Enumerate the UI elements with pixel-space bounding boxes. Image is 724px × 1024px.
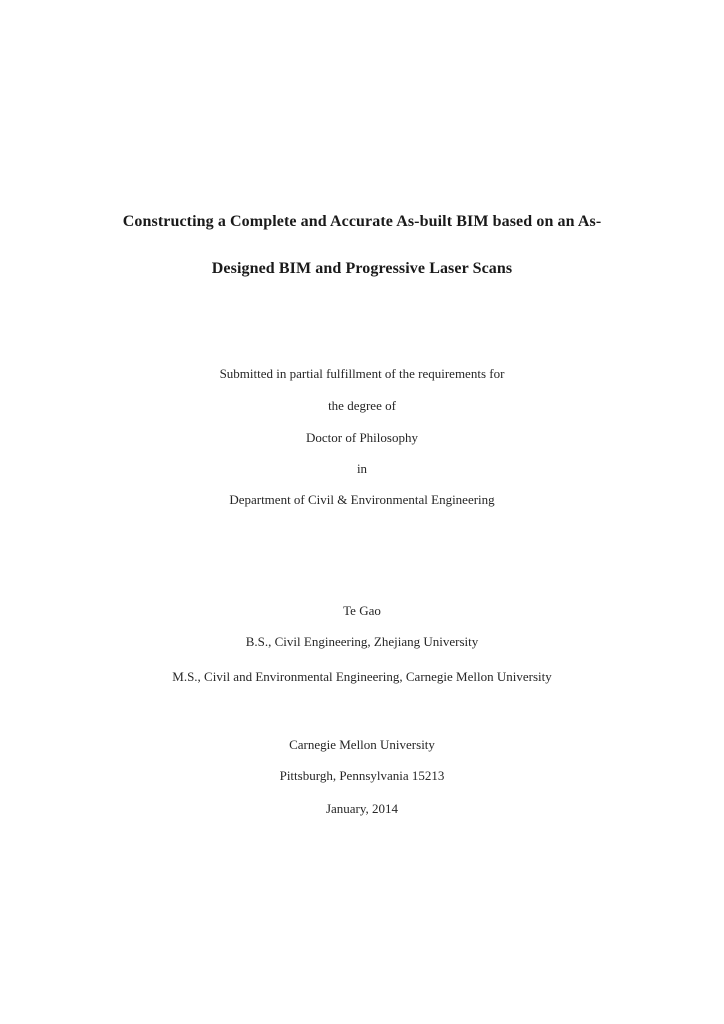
submission-date: January, 2014 (325, 801, 399, 816)
institution-name: Carnegie Mellon University (289, 737, 435, 752)
thesis-title-line-1: Constructing a Complete and Accurate As-built BIM based on an As- (122, 213, 602, 230)
thesis-title-line-2: Designed BIM and Progressive Laser Scans (211, 260, 513, 277)
in-text: in (356, 461, 368, 476)
author-bs-degree: B.S., Civil Engineering, Zhejiang University (245, 634, 479, 649)
degree-name: Doctor of Philosophy (306, 430, 418, 445)
degree-intro: the degree of (328, 398, 396, 413)
author-name: Te Gao (343, 603, 381, 618)
institution-location: Pittsburgh, Pennsylvania 15213 (279, 768, 445, 783)
submission-statement: Submitted in partial fulfillment of the requirements for (219, 366, 505, 381)
department-name: Department of Civil & Environmental Engineering (229, 492, 495, 507)
author-ms-degree: M.S., Civil and Environmental Engineering, Carnegie Mellon University (172, 669, 552, 684)
